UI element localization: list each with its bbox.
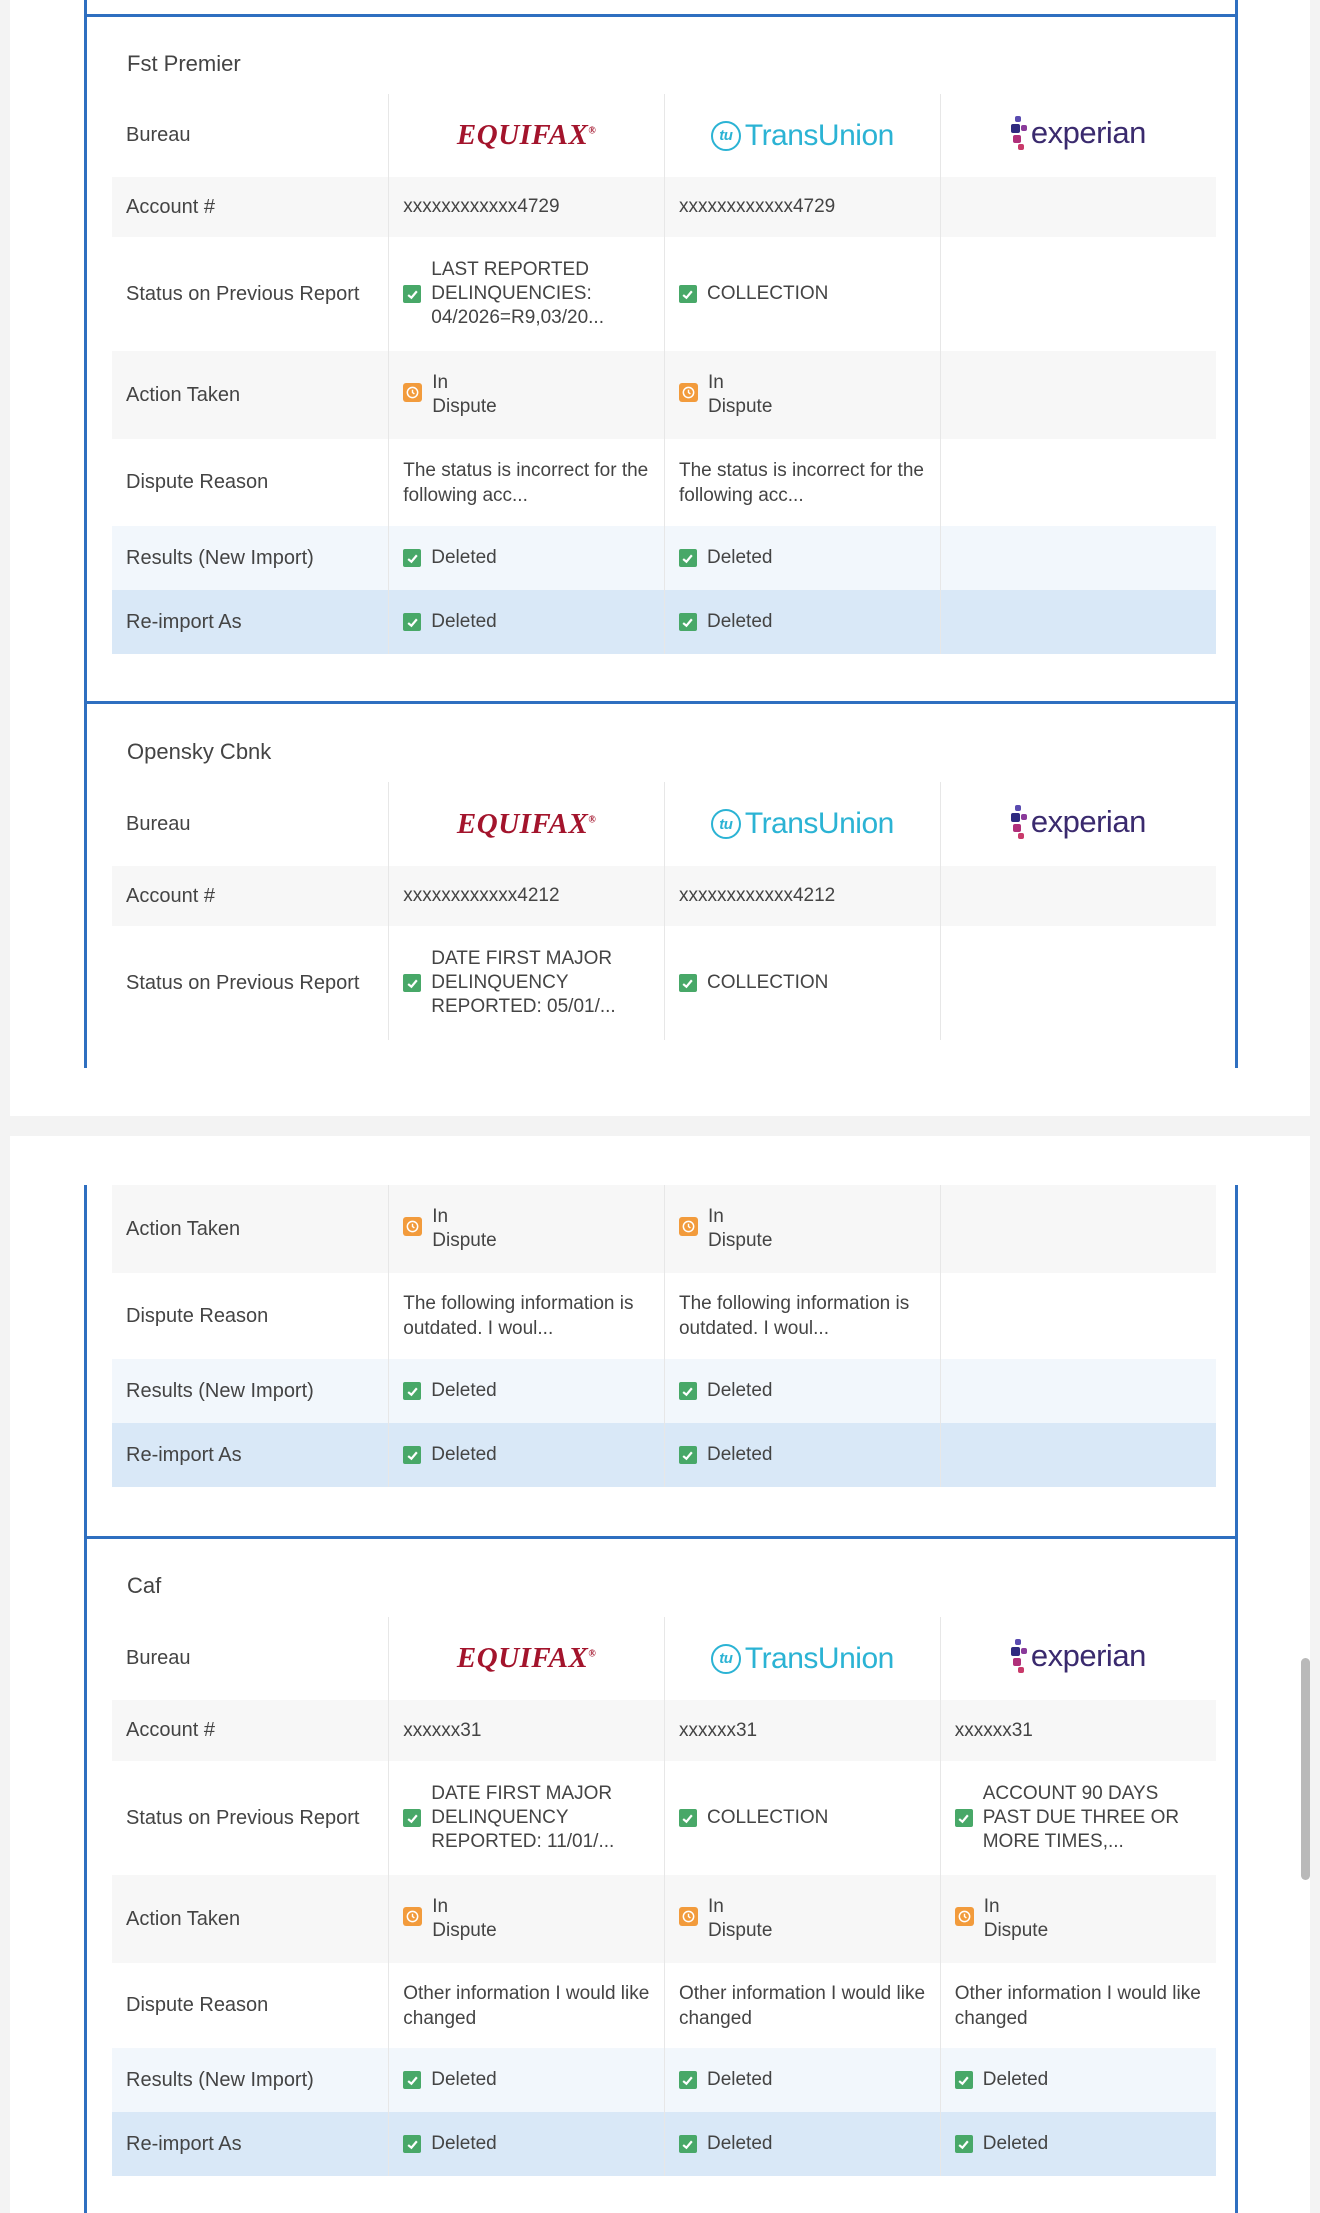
check-square-icon [955, 1809, 973, 1827]
row-label: Account # [112, 1700, 389, 1761]
row-label: Action Taken [112, 1185, 389, 1273]
experian-status [940, 237, 1216, 351]
equifax-dispute-reason: The following information is outdated. I woul... [389, 1273, 665, 1359]
equifax-results: Deleted [389, 2048, 665, 2112]
experian-action [940, 351, 1216, 439]
equifax-account-number: xxxxxx31 [389, 1700, 665, 1761]
account-title: Fst Premier [127, 51, 241, 76]
experian-dots-icon [1011, 805, 1027, 839]
check-square-icon [679, 1809, 697, 1827]
account-table [112, 782, 1216, 1040]
experian-reimport [940, 590, 1216, 654]
row-label: Action Taken [112, 351, 389, 439]
equifax-results: Deleted [389, 526, 665, 590]
equifax-reimport: Deleted [389, 590, 665, 654]
equifax-dispute-reason: Other information I would like changed [389, 1963, 665, 2048]
row-label: Results (New Import) [112, 1359, 389, 1423]
transunion-results: Deleted [664, 1359, 940, 1423]
row-label: Re-import As [112, 590, 389, 654]
row-label: Results (New Import) [112, 526, 389, 590]
row-dispute-reason [112, 1963, 1216, 2048]
row-dispute-reason [112, 1273, 1216, 1359]
screen-panel-bottom [10, 1136, 1310, 2213]
transunion-logo: tu TransUnion [664, 1617, 940, 1700]
experian-dispute-reason: Other information I would like changed [954, 1982, 1201, 2029]
transunion-reimport: Deleted [664, 2112, 940, 2176]
check-square-icon [679, 1382, 697, 1400]
row-action-taken [112, 1185, 1216, 1273]
row-bureau [112, 782, 1216, 866]
experian-results [940, 1359, 1216, 1423]
section-divider [84, 14, 1238, 17]
transunion-account-number: xxxxxxxxxxxx4729 [664, 177, 940, 237]
row-label: Status on Previous Report [112, 926, 389, 1040]
transunion-reimport: Deleted [664, 590, 940, 654]
clock-icon [403, 383, 422, 402]
transunion-status: COLLECTION [664, 926, 940, 1040]
transunion-dispute-reason: Other information I would like changed [664, 1963, 940, 2048]
check-square-icon [403, 613, 421, 631]
experian-reimport [940, 1423, 1216, 1487]
transunion-results: Deleted [664, 2048, 940, 2112]
equifax-dispute-reason: The status is incorrect for the following acc... [389, 439, 665, 526]
experian-results [940, 526, 1216, 590]
equifax-status: DATE FIRST MAJOR DELINQUENCY REPORTED: 05/01/... [389, 926, 665, 1040]
check-square-icon [679, 613, 697, 631]
row-label: Account # [112, 177, 389, 237]
experian-account-number [940, 177, 1216, 237]
transunion-action: In Dispute [664, 1875, 940, 1963]
clock-icon [403, 1217, 422, 1236]
equifax-reimport: Deleted [389, 1423, 665, 1487]
equifax-status: LAST REPORTED DELINQUENCIES: 04/2026=R9,03/20... [389, 237, 665, 351]
equifax-logo: EQUIFAX® [389, 1617, 665, 1700]
check-square-icon [679, 1446, 697, 1464]
check-square-icon [679, 549, 697, 567]
transunion-action: In Dispute [664, 1185, 940, 1273]
clock-icon [679, 383, 698, 402]
equifax-logo: EQUIFAX® [389, 94, 665, 177]
experian-dispute-reason [940, 439, 1216, 526]
equifax-logo: EQUIFAX® [389, 782, 665, 866]
check-square-icon [403, 974, 421, 992]
transunion-logo: tu TransUnion [664, 782, 940, 866]
row-label: Bureau [112, 1617, 389, 1700]
row-bureau [112, 1617, 1216, 1700]
section-divider [84, 1536, 1238, 1539]
row-label: Dispute Reason [112, 439, 389, 526]
check-square-icon [403, 285, 421, 303]
row-action-taken [112, 1875, 1216, 1963]
clock-icon [679, 1217, 698, 1236]
row-dispute-reason [112, 439, 1216, 526]
transunion-results: Deleted [664, 526, 940, 590]
row-label: Results (New Import) [112, 2048, 389, 2112]
row-status [112, 926, 1216, 1040]
equifax-results: Deleted [389, 1359, 665, 1423]
account-table [112, 1617, 1216, 2176]
check-square-icon [403, 2071, 421, 2089]
row-account-number [112, 866, 1216, 926]
row-reimport [112, 1423, 1216, 1487]
equifax-account-number: xxxxxxxxxxxx4212 [389, 866, 665, 926]
row-reimport [112, 590, 1216, 654]
section-divider [84, 701, 1238, 704]
transunion-status: COLLECTION [664, 237, 940, 351]
check-square-icon [679, 285, 697, 303]
experian-action [940, 1185, 1216, 1273]
row-account-number [112, 177, 1216, 237]
check-square-icon [403, 549, 421, 567]
check-square-icon [403, 1446, 421, 1464]
row-account-number [112, 1700, 1216, 1761]
transunion-account-number: xxxxxx31 [664, 1700, 940, 1761]
transunion-reimport: Deleted [664, 1423, 940, 1487]
transunion-logo: tu TransUnion [664, 94, 940, 177]
check-square-icon [679, 2135, 697, 2153]
row-label: Re-import As [112, 1423, 389, 1487]
equifax-action: In Dispute [389, 1185, 665, 1273]
check-square-icon [403, 1809, 421, 1827]
check-square-icon [679, 2071, 697, 2089]
row-results [112, 526, 1216, 590]
row-label: Status on Previous Report [112, 237, 389, 351]
experian-action: In Dispute [940, 1875, 1216, 1963]
row-label: Re-import As [112, 2112, 389, 2176]
experian-logo: experian [940, 94, 1216, 177]
transunion-dispute-reason: The following information is outdated. I woul... [664, 1273, 940, 1359]
row-results [112, 1359, 1216, 1423]
row-status [112, 237, 1216, 351]
row-status [112, 1761, 1216, 1875]
clock-icon [955, 1907, 974, 1926]
clock-icon [679, 1907, 698, 1926]
row-label: Action Taken [112, 1875, 389, 1963]
row-bureau [112, 94, 1216, 177]
row-label: Status on Previous Report [112, 1761, 389, 1875]
screen-panel-top [10, 0, 1310, 1116]
transunion-account-number: xxxxxxxxxxxx4212 [664, 866, 940, 926]
row-label: Dispute Reason [112, 1273, 389, 1359]
transunion-status: COLLECTION [664, 1761, 940, 1875]
row-results [112, 2048, 1216, 2112]
experian-account-number [940, 866, 1216, 926]
experian-results: Deleted [940, 2048, 1216, 2112]
equifax-status: DATE FIRST MAJOR DELINQUENCY REPORTED: 11/01/... [389, 1761, 665, 1875]
experian-dispute-reason [940, 1273, 1216, 1359]
check-square-icon [955, 2071, 973, 2089]
experian-account-number: xxxxxx31 [954, 1719, 1033, 1741]
transunion-action: In Dispute [664, 351, 940, 439]
experian-reimport: Deleted [940, 2112, 1216, 2176]
scrollbar-thumb[interactable] [1301, 1658, 1310, 1880]
equifax-reimport: Deleted [389, 2112, 665, 2176]
experian-status [940, 926, 1216, 1040]
check-square-icon [403, 1382, 421, 1400]
experian-dots-icon [1011, 1639, 1027, 1673]
row-label: Account # [112, 866, 389, 926]
clock-icon [403, 1907, 422, 1926]
row-reimport [112, 2112, 1216, 2176]
row-action-taken [112, 351, 1216, 439]
account-title: Caf [127, 1573, 162, 1598]
equifax-action: In Dispute [389, 1875, 665, 1963]
row-label: Dispute Reason [112, 1963, 389, 2048]
account-title: Opensky Cbnk [127, 739, 272, 764]
transunion-dispute-reason: The status is incorrect for the following acc... [664, 439, 940, 526]
equifax-action: In Dispute [389, 351, 665, 439]
account-table [112, 94, 1216, 654]
row-label: Bureau [112, 94, 389, 177]
row-label: Bureau [112, 782, 389, 866]
equifax-account-number: xxxxxxxxxxxx4729 [389, 177, 665, 237]
check-square-icon [955, 2135, 973, 2153]
experian-dots-icon [1011, 116, 1027, 150]
experian-status: ACCOUNT 90 DAYS PAST DUE THREE OR MORE TIMES,... [940, 1761, 1216, 1875]
account-table [112, 1185, 1216, 1487]
check-square-icon [679, 974, 697, 992]
experian-logo: experian [940, 782, 1216, 866]
experian-logo: experian [940, 1617, 1216, 1700]
check-square-icon [403, 2135, 421, 2153]
